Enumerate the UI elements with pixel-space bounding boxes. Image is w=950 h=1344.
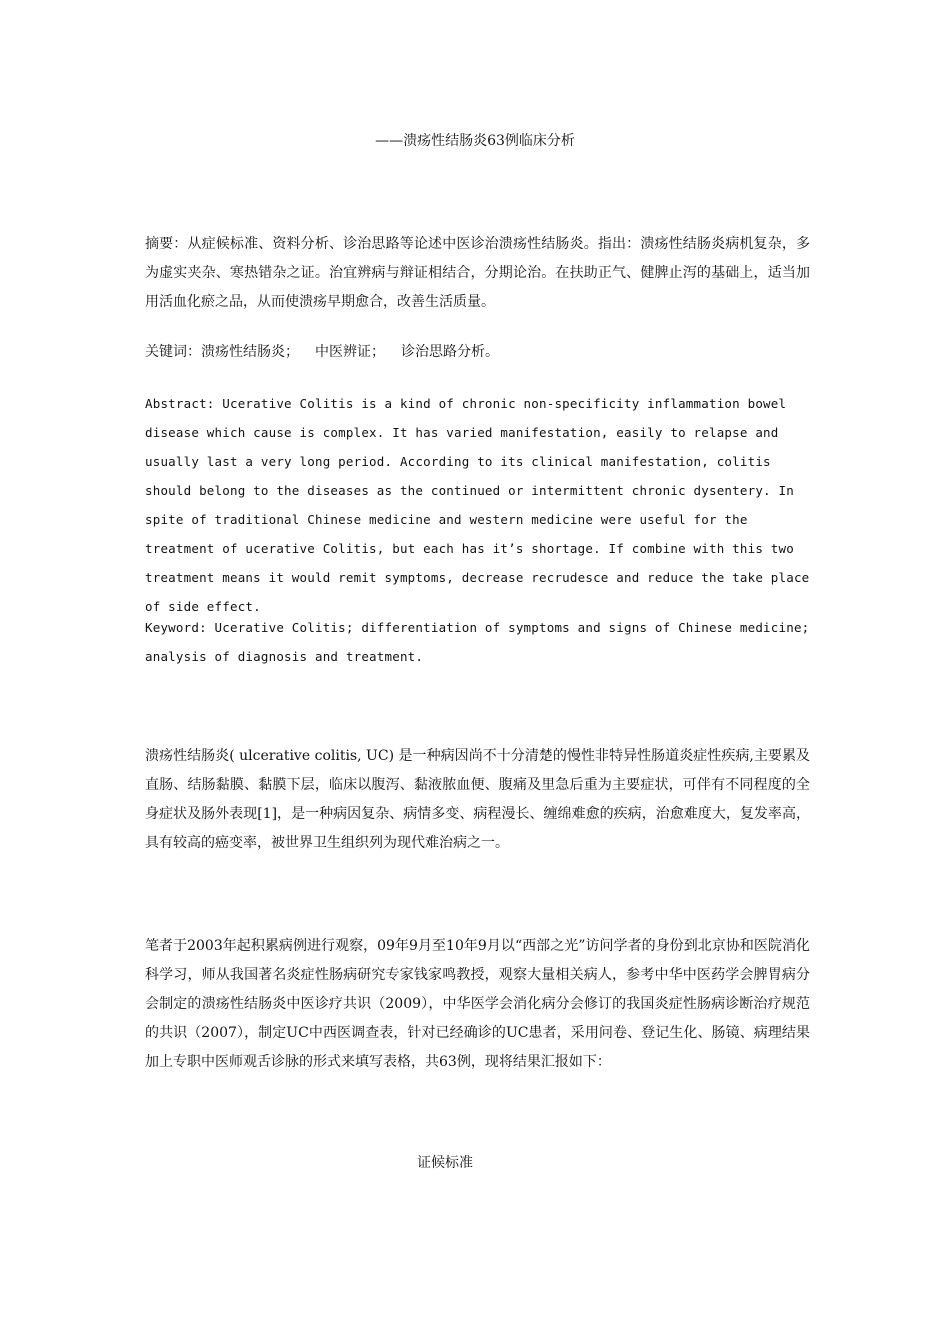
- chinese-keywords: [145, 338, 810, 367]
- chinese-keyword-item: 溃疡性结肠炎；: [201, 344, 299, 360]
- english-keywords: Keyword: Ucerative Colitis; differentiation of symptoms and signs of Chinese medicine; analysis of diagnosis and treatment.: [145, 620, 810, 664]
- section-heading: 证候标准: [417, 1155, 473, 1171]
- chinese-keywords-label: 关键词：: [145, 344, 201, 360]
- chinese-keyword-item: 诊治思路分析。: [401, 344, 499, 360]
- chinese-abstract: 摘要：从症候标准、资料分析、诊治思路等论述中医诊治溃疡性结肠炎。指出：溃疡性结肠炎病机复杂，多为虚实夹杂、寒热错杂之证。治宜辨病与辩证相结合，分期论治。在扶助正气、健脾止泻的基础上，适当加用活血化瘀之品，从而使溃疡早期愈合，改善生活质量。: [145, 236, 810, 310]
- chinese-keyword-item: 中医辨证；: [315, 344, 385, 360]
- method-paragraph: 笔者于2003年起积累病例进行观察，09年9月至10年9月以“西部之光”访问学者的身份到北京协和医院消化科学习，师从我国著名炎症性肠病研究专家钱家鸣教授，观察大量相关病人，参考中华中医药学会脾胃病分会制定的溃疡性结肠炎中医诊疗共识（2009），中华医学会消化病分会修订的我国炎症性肠病诊断治疗规范的共识（2007），制定UC中西医调查表，针对已经确诊的UC患者，采用问卷、登记生化、肠镜、病理结果加上专职中医师观舌诊脉的形式来填写表格，共63例，现将结果汇报如下：: [145, 938, 810, 1070]
- english-abstract: Abstract: Ucerative Colitis is a kind of chronic non-specificity inflammation bowel disease which cause is complex. It has varied manifestation, easily to relapse and usually last a very long period. According to its clinical manifestation, colitis should belong to the diseases as the continued or intermittent chronic dysentery. In spite of traditional Chinese medicine and western medicine were useful for the treatment of ucerative Colitis, but each has it’s shortage. If combine with this two treatment means it would remit symptoms, decrease recrudesce and reduce the take place of side effect.: [145, 396, 810, 614]
- document-subtitle: ——溃疡性结肠炎63例临床分析: [375, 133, 575, 149]
- introduction-paragraph: 溃疡性结肠炎( ulcerative colitis, UC) 是一种病因尚不十分清楚的慢性非特异性肠道炎症性疾病,主要累及直肠、结肠黏膜、黏膜下层，临床以腹泻、黏液脓血便、腹痛及里急后重为主要症状，可伴有不同程度的全身症状及肠外表现[1]，是一种病因复杂、病情多变、病程漫长、缠绵难愈的疾病，治愈难度大，复发率高，具有较高的癌变率，被世界卫生组织列为现代难治病之一。: [145, 748, 810, 851]
